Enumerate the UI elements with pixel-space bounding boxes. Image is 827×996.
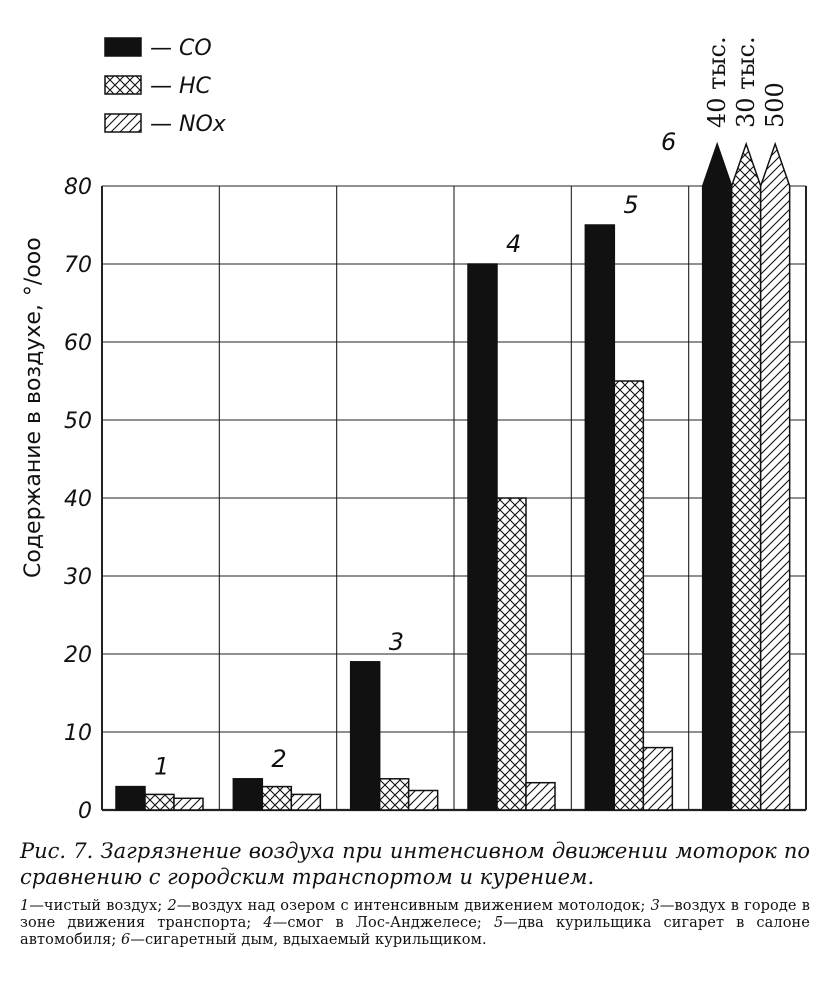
bar-nox-2: [291, 794, 320, 810]
y-tick-label: 80: [64, 175, 92, 200]
bar-co-1: [116, 787, 145, 810]
y-tick-label: 50: [64, 409, 92, 434]
note-number: 1: [20, 898, 30, 914]
legend-label-nox: — NOx: [150, 112, 226, 137]
y-axis-label: Содержание в воздухе,°/ооо: [21, 237, 46, 578]
y-tick-label: 10: [64, 721, 92, 746]
note-number: 4: [263, 915, 273, 931]
legend-label-hc: — HC: [150, 74, 211, 99]
y-tick-label: 0: [78, 799, 92, 824]
legend-swatch-hc: [105, 76, 141, 94]
bar-co-4: [468, 264, 497, 810]
category-label: 2: [271, 744, 287, 773]
bar-nox-4: [526, 783, 555, 810]
note-text: —смог в Лос-Анджелесе;: [272, 915, 494, 931]
note-number: 5: [493, 915, 504, 931]
note-text: —два курильщика сигарет в салоне автомобиля;: [20, 915, 810, 948]
bar-co-5: [585, 225, 614, 810]
category-label: 4: [506, 230, 522, 258]
overflow-value-label: 500: [761, 82, 790, 128]
overflow-value-label: 40 тыс.: [703, 36, 732, 128]
legend-swatch-co: [105, 38, 141, 56]
bar-hc-5: [614, 381, 643, 810]
figure-caption-notes: [20, 898, 810, 949]
category-label: 5: [623, 191, 639, 219]
bar-hc-6: [732, 144, 761, 810]
y-tick-label: 30: [64, 565, 92, 590]
category-label: 3: [388, 627, 405, 656]
bar-hc-3: [380, 779, 409, 810]
y-tick-label: 70: [64, 253, 92, 278]
overflow-value-label: 30 тыс.: [732, 36, 761, 128]
bar-hc-4: [497, 498, 526, 810]
category-label: 1: [154, 752, 170, 781]
y-tick-label: 60: [64, 331, 92, 356]
y-tick-label: 40: [64, 487, 92, 512]
note-text: —воздух над озером с интенсивным движением мотолодок;: [176, 898, 651, 914]
bar-hc-1: [145, 794, 174, 810]
note-text: —сигаретный дым, вдыхаемый курильщиком.: [130, 932, 487, 948]
bar-co-2: [233, 779, 262, 810]
note-number: 6: [121, 932, 131, 948]
note-number: 3: [650, 898, 660, 914]
category-label: 6: [661, 128, 677, 156]
y-tick-label: 20: [64, 643, 92, 668]
legend-label-co: — CO: [150, 36, 212, 61]
y-axis-unit: °/ооо: [21, 237, 46, 297]
note-text: —воздух в городе в зоне движения транспорта;: [20, 898, 810, 931]
bar-nox-5: [643, 748, 672, 810]
bar-nox-1: [174, 798, 203, 810]
bar-co-3: [351, 662, 380, 810]
bar-co-6: [703, 144, 732, 810]
bar-nox-6: [761, 144, 790, 810]
legend-swatch-nox: [105, 114, 141, 132]
bar-nox-3: [409, 791, 438, 811]
note-number: 2: [167, 898, 177, 914]
note-text: —чистый воздух;: [29, 898, 168, 914]
figure-caption-title: Рис. 7. Загрязнение воздуха при интенсивном движении моторок по сравнению с городским транспортом и курением.: [20, 839, 810, 889]
bar-hc-2: [262, 787, 291, 810]
